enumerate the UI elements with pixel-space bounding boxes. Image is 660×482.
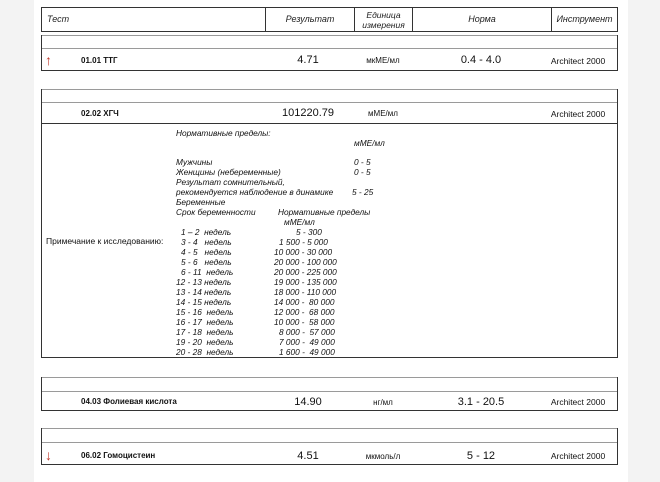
note-week-term: 5 - 6 недель (181, 257, 232, 267)
test-result: 4.71 (297, 54, 319, 66)
note-label: Примечание к исследованию: (46, 236, 164, 246)
note-week-term: 12 - 13 недель (176, 277, 232, 287)
note-week-range: 1 500 - 5 000 (279, 237, 328, 247)
note-range-label: рекомендуется наблюдение в динамике (176, 187, 334, 197)
note-week-term: 19 - 20 недель (176, 337, 234, 347)
note-week-range: 19 000 - 135 000 (274, 277, 337, 287)
test-result: 14.90 (294, 396, 322, 408)
test-result: 101220.79 (282, 107, 334, 119)
note-pregnant: Беременные (176, 197, 226, 207)
note-week-range: 5 - 300 (296, 227, 322, 237)
test-instrument: Architect 2000 (550, 56, 606, 66)
note-range-label: Женщины (небеременные) (176, 167, 281, 177)
test-unit: мкМЕ/мл (366, 56, 400, 65)
note-heading: Нормативные пределы: (176, 128, 271, 138)
note-week-range: 7 000 - 49 000 (279, 337, 335, 347)
note-range-value: 5 - 25 (352, 187, 374, 197)
arrow-down-icon: ↓ (45, 447, 52, 463)
note-week-term: 13 - 14 недель (176, 287, 232, 297)
column-header-result: Результат (285, 14, 335, 24)
test-name: 02.02 ХГЧ (81, 109, 119, 118)
note-week-term: 16 - 17 недель (176, 317, 234, 327)
note-week-range: 1 600 - 49 000 (279, 347, 335, 357)
column-header-instrument: Инструмент (556, 14, 613, 24)
note-limits-header: Нормативные пределы (278, 207, 371, 217)
test-unit: мкмоль/л (365, 452, 401, 461)
column-header-test: Тест (47, 14, 70, 24)
header-bottom-border (41, 31, 618, 32)
note-week-range: 10 000 - 58 000 (274, 317, 335, 327)
test-instrument: Architect 2000 (550, 109, 606, 119)
note-limits-unit: мМЕ/мл (284, 217, 315, 227)
note-week-range: 18 000 - 110 000 (274, 287, 337, 297)
arrow-up-icon: ↑ (45, 52, 52, 68)
note-range-label: Мужчины (176, 157, 213, 167)
header-top-border (41, 7, 618, 8)
note-unit: мМЕ/мл (354, 138, 385, 148)
note-week-term: 15 - 16 недель (176, 307, 234, 317)
note-week-term: 17 - 18 недель (176, 327, 234, 337)
note-week-term: 6 - 11 недель (181, 267, 234, 277)
note-week-term: 3 - 4 недель (181, 237, 232, 247)
test-name: 06.02 Гомоцистеин (81, 451, 156, 460)
note-range-value: 0 - 5 (354, 157, 371, 167)
note-week-range: 8 000 - 57 000 (279, 327, 335, 337)
note-week-range: 20 000 - 100 000 (274, 257, 337, 267)
test-name: 01.01 ТТГ (81, 56, 118, 65)
test-instrument: Architect 2000 (550, 397, 606, 407)
test-unit: нг/мл (373, 398, 393, 407)
column-header-unit: Единица измерения (362, 10, 405, 30)
test-norm: 3.1 - 20.5 (457, 396, 505, 408)
report-sheet (34, 0, 628, 482)
note-week-range: 10 000 - 30 000 (274, 247, 333, 257)
note-week-range: 14 000 - 80 000 (274, 297, 335, 307)
note-week-term: 4 - 5 недель (181, 247, 232, 257)
note-week-term: 14 - 15 недель (176, 297, 232, 307)
note-range-label: Результат сомнительный, (176, 177, 285, 187)
test-unit: мМЕ/мл (368, 109, 398, 118)
test-norm: 5 - 12 (466, 450, 496, 462)
note-range-value: 0 - 5 (354, 167, 371, 177)
test-norm: 0.4 - 4.0 (460, 54, 502, 66)
note-term-header: Срок беременности (176, 207, 256, 217)
note-week-term: 1 – 2 недель (181, 227, 232, 237)
note-week-term: 20 - 28 недель (176, 347, 234, 357)
test-instrument: Architect 2000 (550, 451, 606, 461)
column-header-norm: Норма (468, 14, 496, 24)
test-result: 4.51 (297, 450, 319, 462)
note-week-range: 20 000 - 225 000 (274, 267, 337, 277)
note-week-range: 12 000 - 68 000 (274, 307, 335, 317)
test-name: 04.03 Фолиевая кислота (81, 397, 177, 406)
